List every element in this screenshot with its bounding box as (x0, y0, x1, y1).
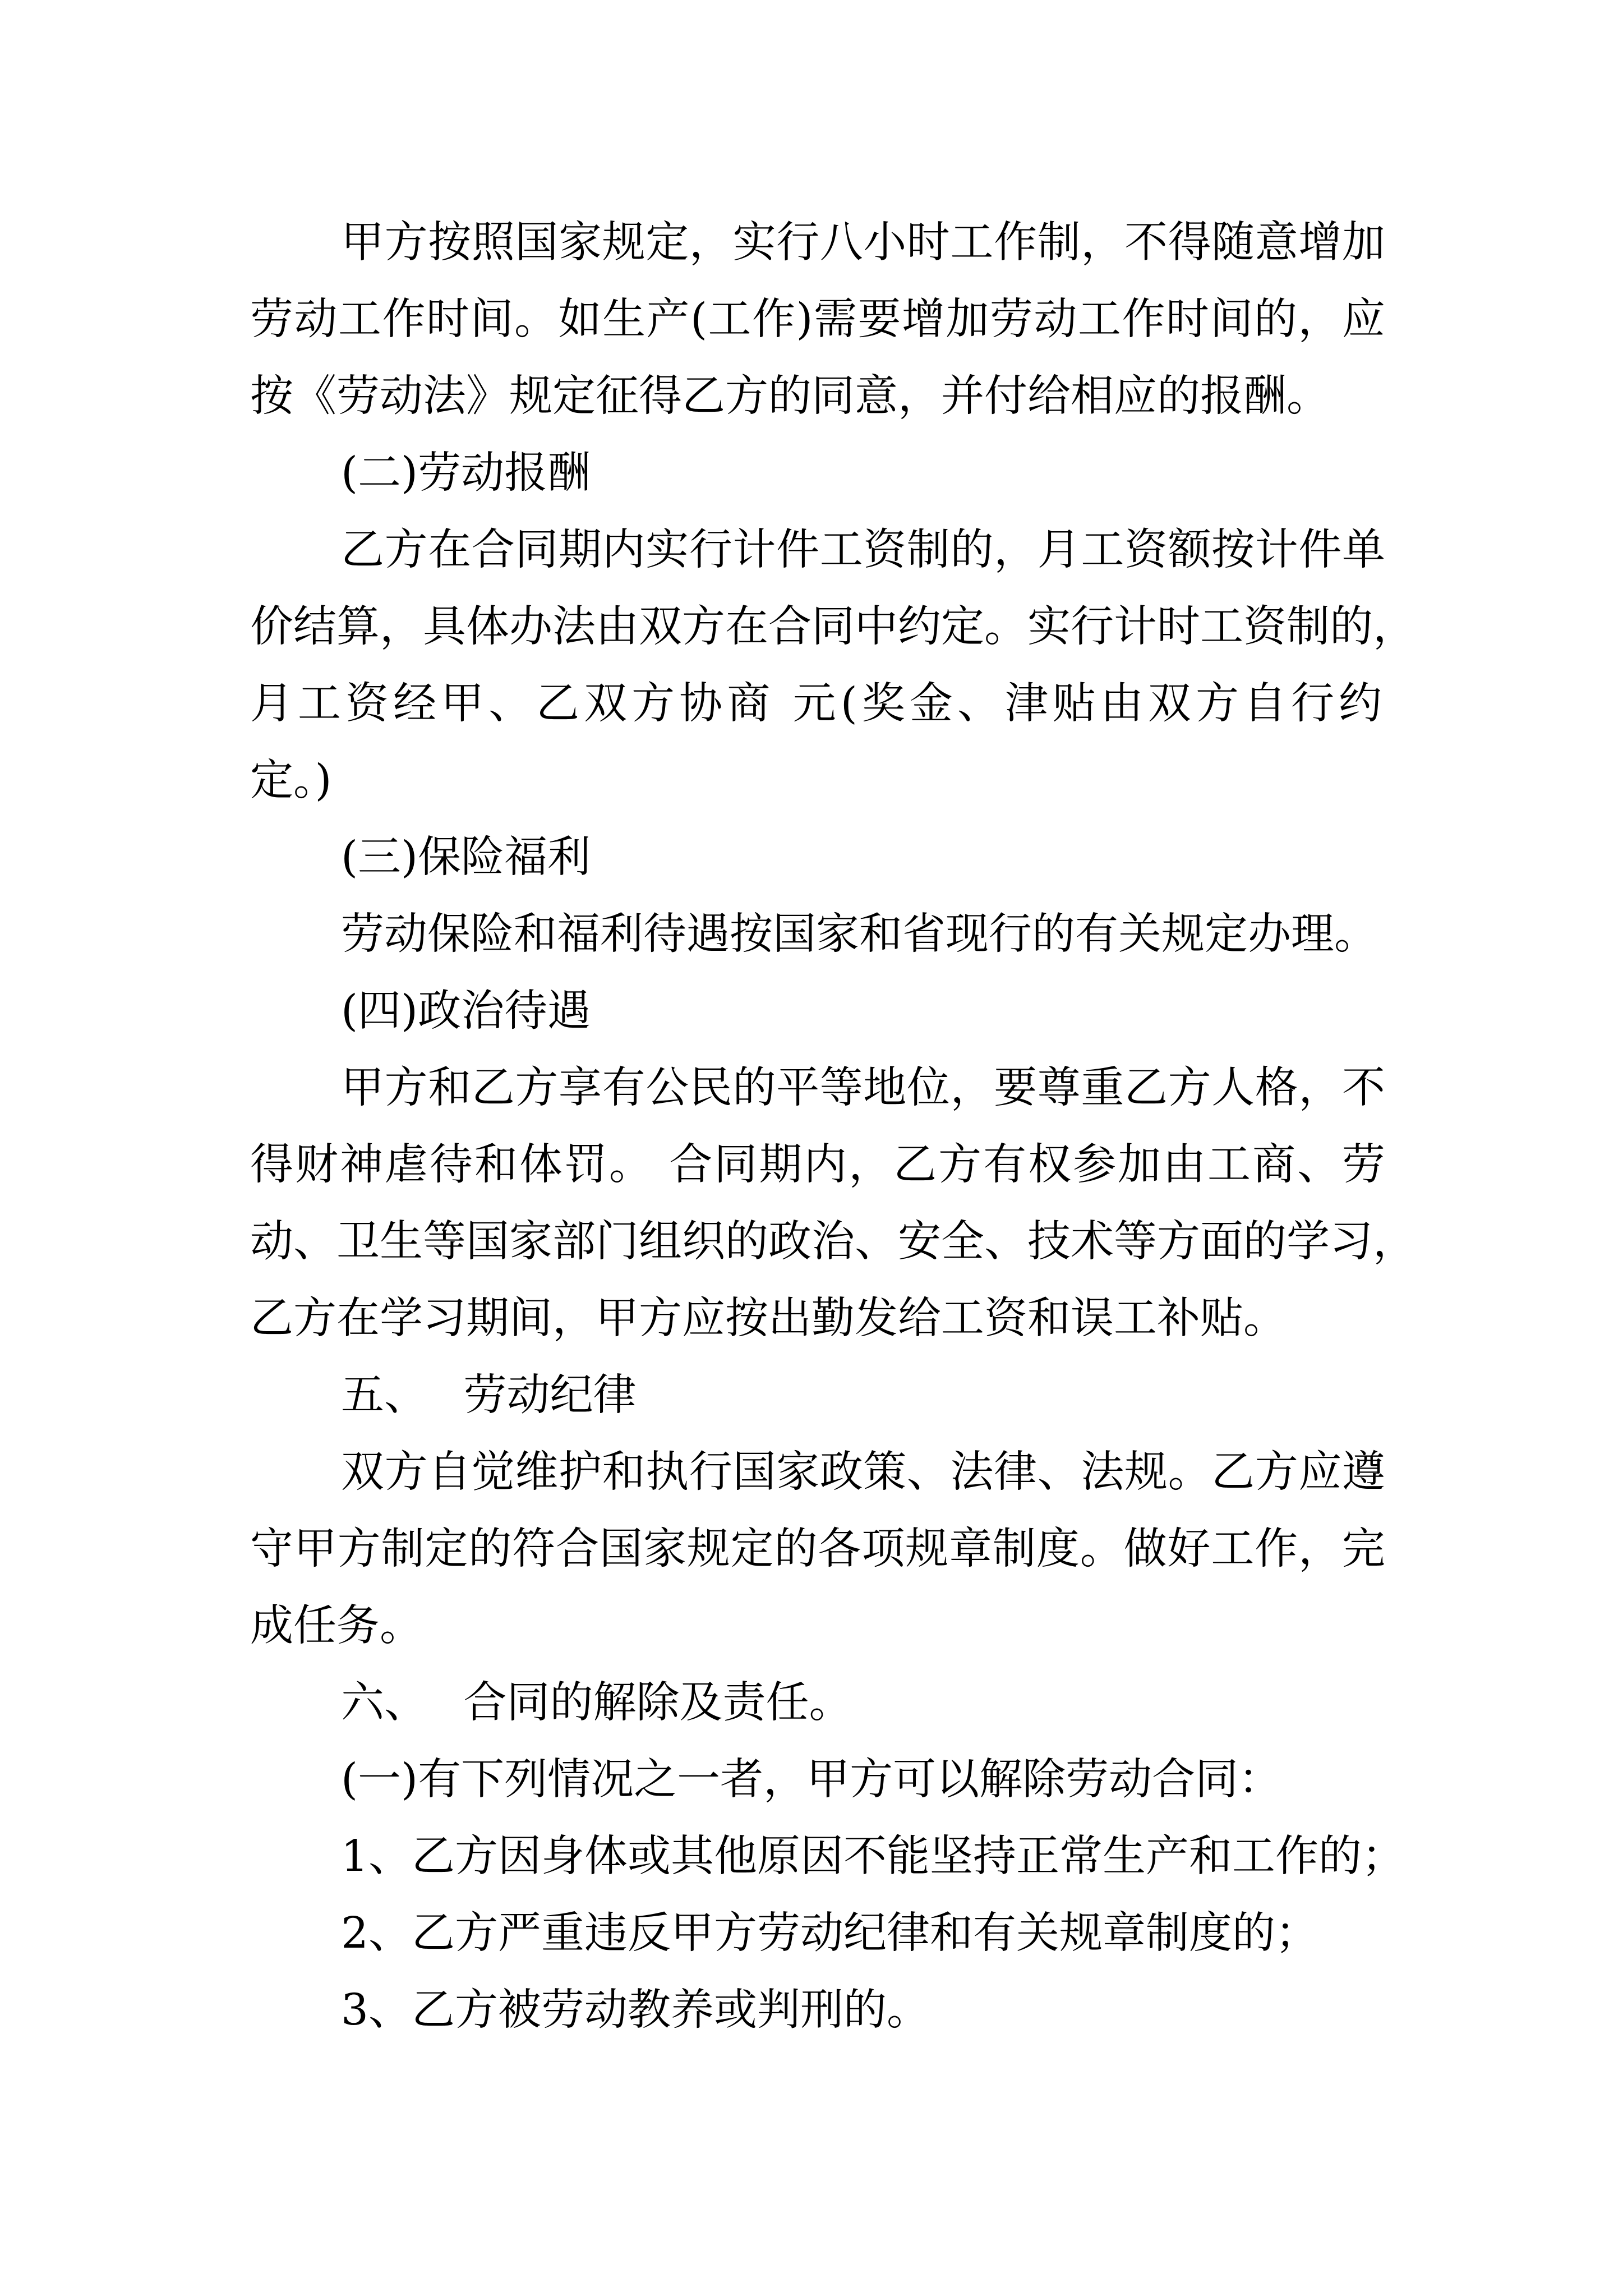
remuneration-section (250, 435, 1416, 819)
paragraph-line: 月工资经甲、乙双方协商 元(奖金、津贴由双方自行约 (250, 679, 1385, 729)
political-treatment-section (250, 973, 1416, 1357)
paragraph-line: 价结算，具体办法由双方在合同中约定。实行计时工资制的， (250, 602, 1416, 652)
paragraph-line: 劳动工作时间。如生产(工作)需要增加劳动工作时间的，应 (250, 295, 1385, 344)
paragraph-line: 乙方在合同期内实行计件工资制的，月工资额按计件单 (341, 525, 1385, 575)
section-heading: 五、 劳动纪律 (341, 1370, 637, 1420)
document-body (250, 204, 1416, 2049)
paragraph-line: 乙方在学习期间，甲方应按出勤发给工资和误工补贴。 (250, 1294, 1287, 1343)
working-hours-clause (250, 204, 1385, 435)
list-item: 1、乙方因身体或其他原因不能坚持正常生产和工作的； (341, 1832, 1405, 1881)
paragraph-line: 双方自觉维护和执行国家政策、法律、法规。乙方应遵 (341, 1447, 1385, 1497)
paragraph-line: 动、卫生等国家部门组织的政治、安全、技术等方面的学习， (250, 1217, 1416, 1267)
insurance-welfare-section (250, 819, 1385, 973)
list-item: 3、乙方被劳动教养或判刑的。 (341, 1985, 930, 2035)
paragraph-line: 甲方按照国家规定，实行八小时工作制，不得随意增加 (341, 218, 1385, 268)
section-heading: (四)政治待遇 (341, 986, 591, 1036)
paragraph-line: 按《劳动法》规定征得乙方的同意，并付给相应的报酬。 (250, 371, 1330, 421)
section-subheading: (一)有下列情况之一者，甲方可以解除劳动合同： (341, 1755, 1282, 1805)
paragraph-line: 定。) (250, 756, 332, 806)
paragraph-line: 得财神虐待和体罚。 合同期内，乙方有权参加由工商、劳 (250, 1140, 1385, 1190)
paragraph-line: 劳动保险和福利待遇按国家和省现行的有关规定办理。 (341, 909, 1377, 959)
section-heading: (二)劳动报酬 (341, 448, 591, 498)
list-item: 2、乙方严重违反甲方劳动纪律和有关规章制度的； (341, 1908, 1318, 1958)
paragraph-line: 成任务。 (250, 1601, 423, 1651)
termination-liability-section (250, 1664, 1405, 2049)
section-heading: (三)保险福利 (341, 832, 591, 882)
labor-discipline-section (250, 1357, 1385, 1664)
section-heading: 六、 合同的解除及责任。 (341, 1678, 852, 1728)
paragraph-line: 甲方和乙方享有公民的平等地位，要尊重乙方人格，不 (341, 1063, 1385, 1113)
paragraph-line: 守甲方制定的符合国家规定的各项规章制度。做好工作，完 (250, 1524, 1385, 1574)
